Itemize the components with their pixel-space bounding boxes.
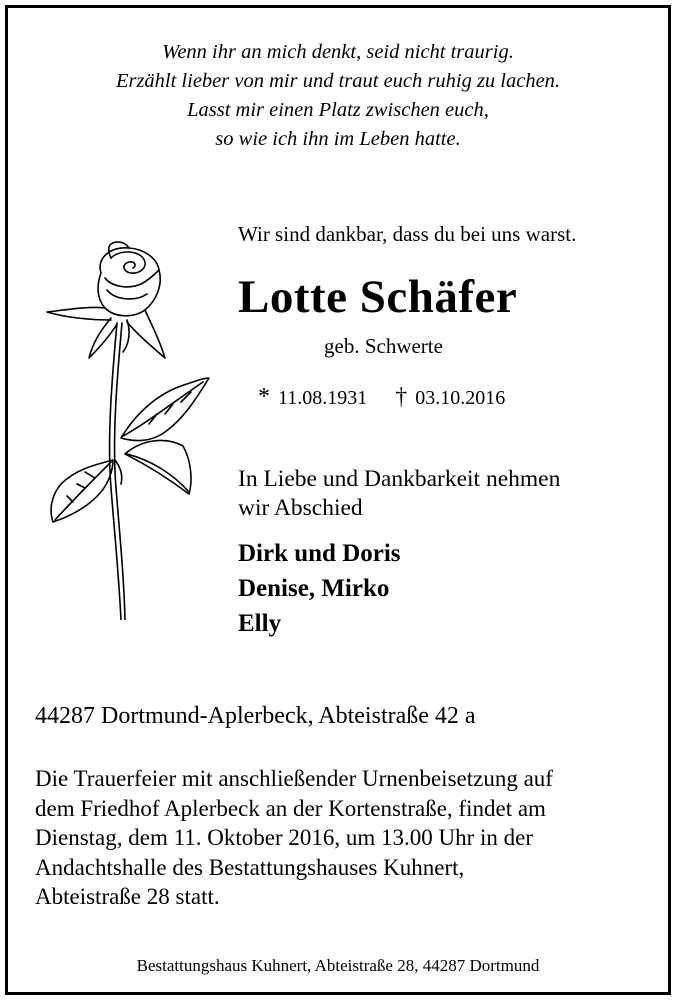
- address: 44287 Dortmund-Aplerbeck, Abteistraße 42 a: [35, 703, 476, 729]
- ceremony-line: Die Trauerfeier mit anschließender Urnenbeisetzung auf: [35, 766, 553, 791]
- funeral-home: Bestattungshaus Kuhnert, Abteistraße 28, 44287 Dortmund: [136, 956, 540, 975]
- birth-symbol: *: [258, 384, 270, 410]
- family-names: [238, 536, 401, 641]
- family-name: Denise, Mirko: [238, 575, 390, 602]
- ceremony-line: Andachtshalle des Bestattungshauses Kuhnert,: [35, 854, 465, 880]
- born-name: geb. Schwerte: [324, 334, 443, 358]
- family-name: Elly: [238, 610, 282, 637]
- family-name: Dirk und Doris: [238, 540, 401, 567]
- poem-line: Wenn ihr an mich denkt, seid nicht traurig.: [162, 41, 514, 63]
- poem-line: Erzählt lieber von mir und traut euch ruhig zu lachen.: [115, 70, 561, 92]
- birth-date: 11.08.1931: [278, 387, 368, 409]
- death-symbol: †: [395, 384, 408, 410]
- ceremony-line: Abteistraße 28 statt.: [35, 884, 220, 909]
- farewell-line: wir Abschied: [238, 495, 363, 521]
- ceremony-line: dem Friedhof Aplerbeck an der Kortenstraße, findet am: [35, 795, 546, 821]
- death-date: 03.10.2016: [415, 387, 506, 409]
- thanks-line: Wir sind dankbar, dass du bei uns warst.: [238, 222, 577, 246]
- rose-icon: [41, 228, 211, 620]
- obituary-card: [5, 5, 671, 995]
- ceremony-line: Dienstag, dem 11. Oktober 2016, um 13.00 Uhr in der: [35, 825, 534, 850]
- life-dates: [258, 384, 505, 411]
- poem-line: so wie ich ihn im Leben hatte.: [215, 128, 461, 150]
- farewell-line: In Liebe und Dankbarkeit nehmen: [238, 466, 561, 492]
- poem-line: Lasst mir einen Platz zwischen euch,: [187, 99, 489, 121]
- ceremony-text: [35, 764, 655, 912]
- deceased-name: Lotte Schäfer: [238, 271, 518, 323]
- farewell-text: [238, 465, 560, 523]
- poem: [8, 38, 668, 154]
